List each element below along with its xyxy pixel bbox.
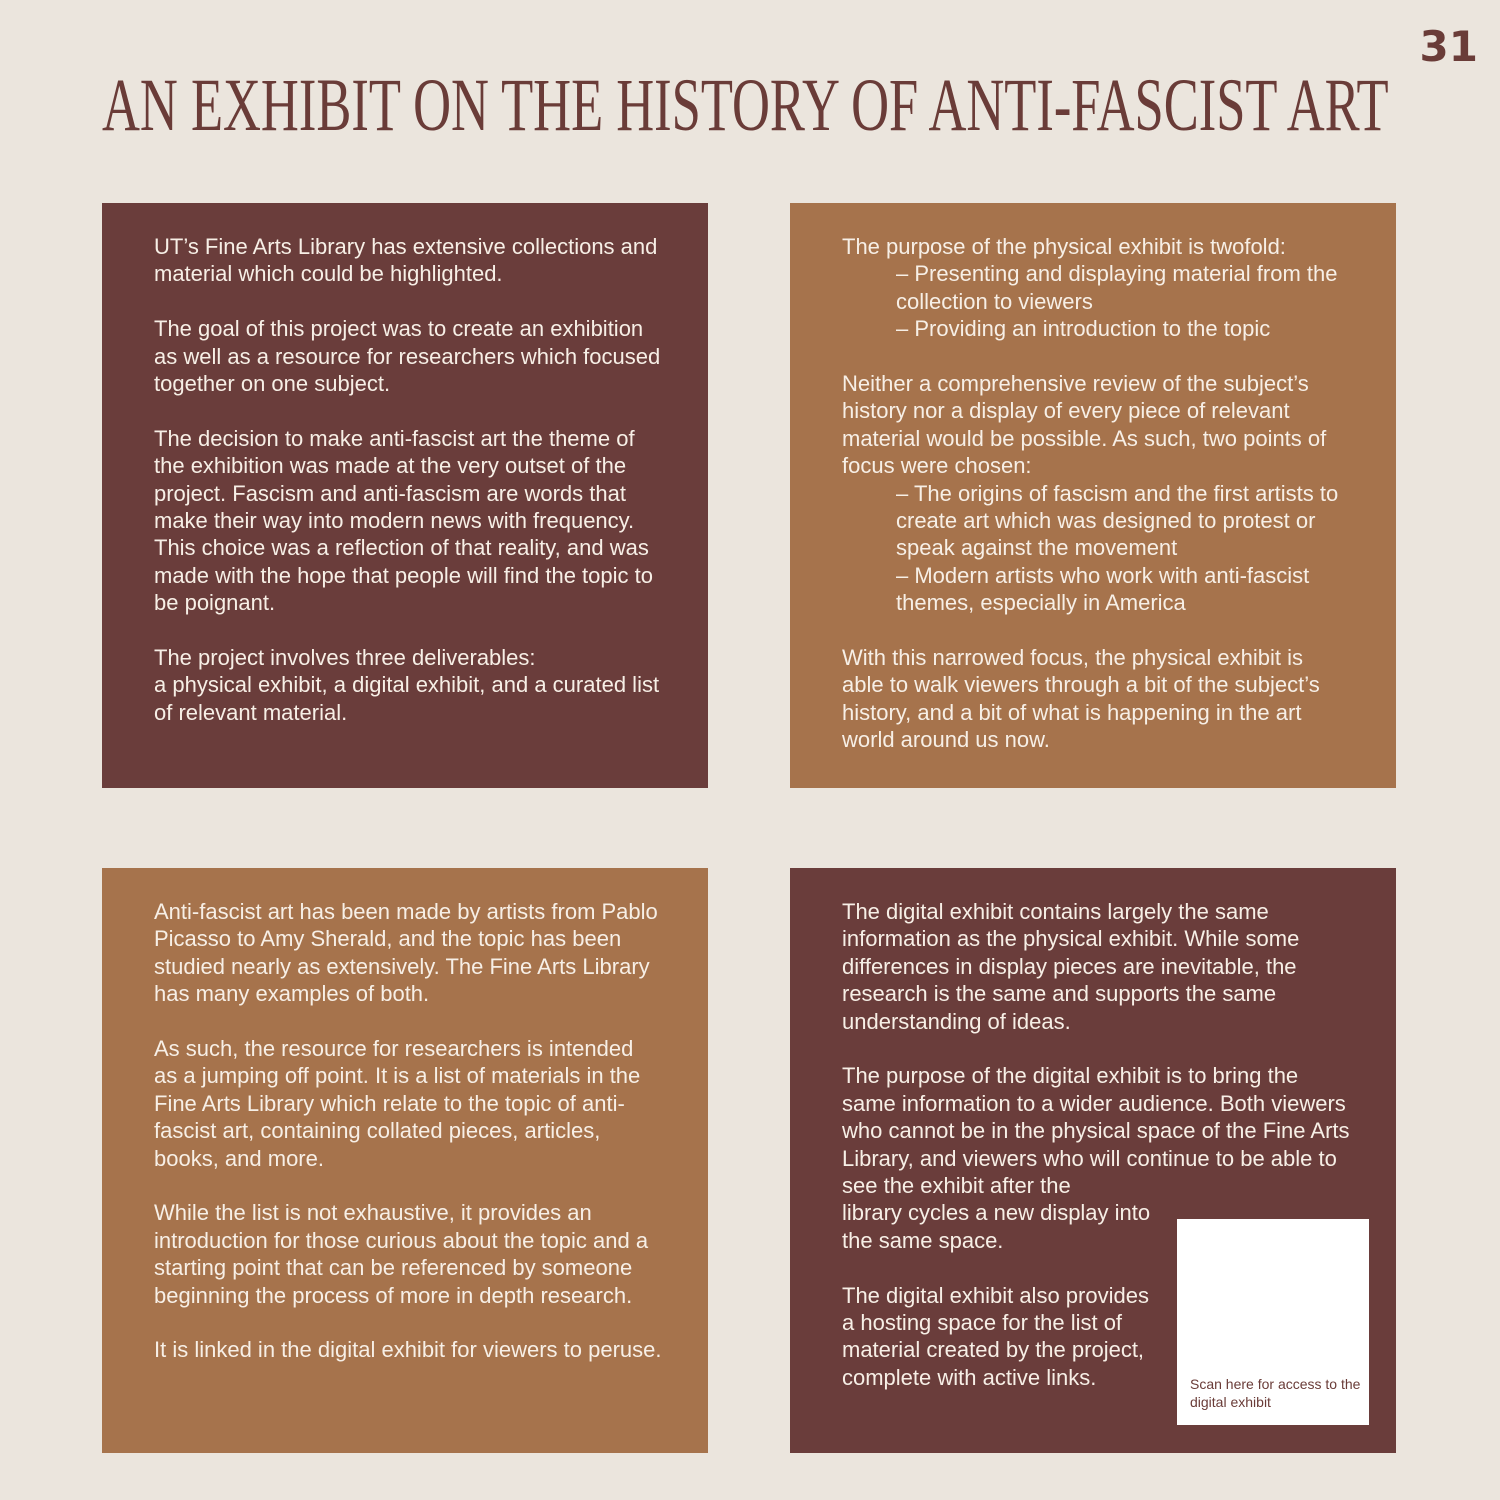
paragraph: library cycles a new display into the same space. xyxy=(842,1200,1151,1253)
focus-list xyxy=(842,480,1350,617)
paragraph: The purpose of the physical exhibit is twofold: xyxy=(842,234,1286,259)
paragraph: Neither a comprehensive review of the subject’s history nor a display of every piece of relevant material would be possible. As such, two points of focus were chosen: xyxy=(842,371,1327,479)
page-title: AN EXHIBIT ON THE HISTORY OF ANTI-FASCIST ART xyxy=(102,64,1389,147)
panel-physical-exhibit xyxy=(790,203,1396,788)
list-item: – Providing an introduction to the topic xyxy=(896,316,1271,342)
paragraph: The digital exhibit also provides a hosting space for the list of material created by the project, complete with active links. xyxy=(842,1282,1149,1390)
paragraph: The goal of this project was to create an exhibition as well as a resource for researchers which focused together on one subject. xyxy=(154,316,661,397)
paragraph: The purpose of the digital exhibit is to bring the same information to a wider audience. Both viewers who cannot be in the physical space of the Fine Arts Library, and viewers who will continue to be able to see the exhibit after the xyxy=(842,1063,1350,1199)
paragraph: The project involves three deliverables: xyxy=(154,645,536,671)
purpose-list xyxy=(842,260,1350,342)
paragraph: The decision to make anti-fascist art the theme of the exhibition was made at the very outset of the project. Fascism and anti-fascism are words that make their way into modern news with frequency. This choice was a reflection of that reality, and was made with the hope that people will find the topic to be poignant. xyxy=(154,425,653,616)
list-item: – Modern artists who work with anti-fascist themes, especially in America xyxy=(896,562,1310,616)
list-item: – The origins of fascism and the first artists to create art which was designed to protest or speak against the movement xyxy=(896,480,1339,561)
paragraph: a physical exhibit, a digital exhibit, and a curated list of relevant material. xyxy=(154,672,660,725)
qr-code-card[interactable] xyxy=(1177,1219,1369,1425)
paragraph: Anti-fascist art has been made by artists from Pablo Picasso to Amy Sherald, and the topic has been studied nearly as extensively. The Fine Arts Library has many examples of both. xyxy=(154,899,658,1007)
paragraph: As such, the resource for researchers is intended as a jumping off point. It is a list of materials in the Fine Arts Library which relate to the topic of anti-fascist art, containing collated pieces, articles, books, and more. xyxy=(154,1036,641,1171)
panel-researcher-resource xyxy=(102,868,708,1453)
paragraph: With this narrowed focus, the physical exhibit is able to walk viewers through a bit of the subject’s history, and a bit of what is happening in the art world around us now. xyxy=(842,645,1320,753)
paragraph: While the list is not exhaustive, it provides an introduction for those curious about the topic and a starting point that can be referenced by someone beginning the process of more in depth research. xyxy=(154,1200,649,1308)
list-item: – Presenting and displaying material from the collection to viewers xyxy=(896,261,1338,314)
qr-caption: Scan here for access to the digital exhibit xyxy=(1190,1376,1361,1410)
page-number: 31 xyxy=(1419,22,1478,71)
paragraph: UT’s Fine Arts Library has extensive collections and material which could be highlighted. xyxy=(154,234,658,287)
paragraph: The digital exhibit contains largely the same information as the physical exhibit. While some differences in display pieces are inevitable, the research is the same and supports the same understanding of ideas. xyxy=(842,899,1300,1034)
paragraph: It is linked in the digital exhibit for viewers to peruse. xyxy=(154,1337,662,1363)
panel-project-overview xyxy=(102,203,708,788)
